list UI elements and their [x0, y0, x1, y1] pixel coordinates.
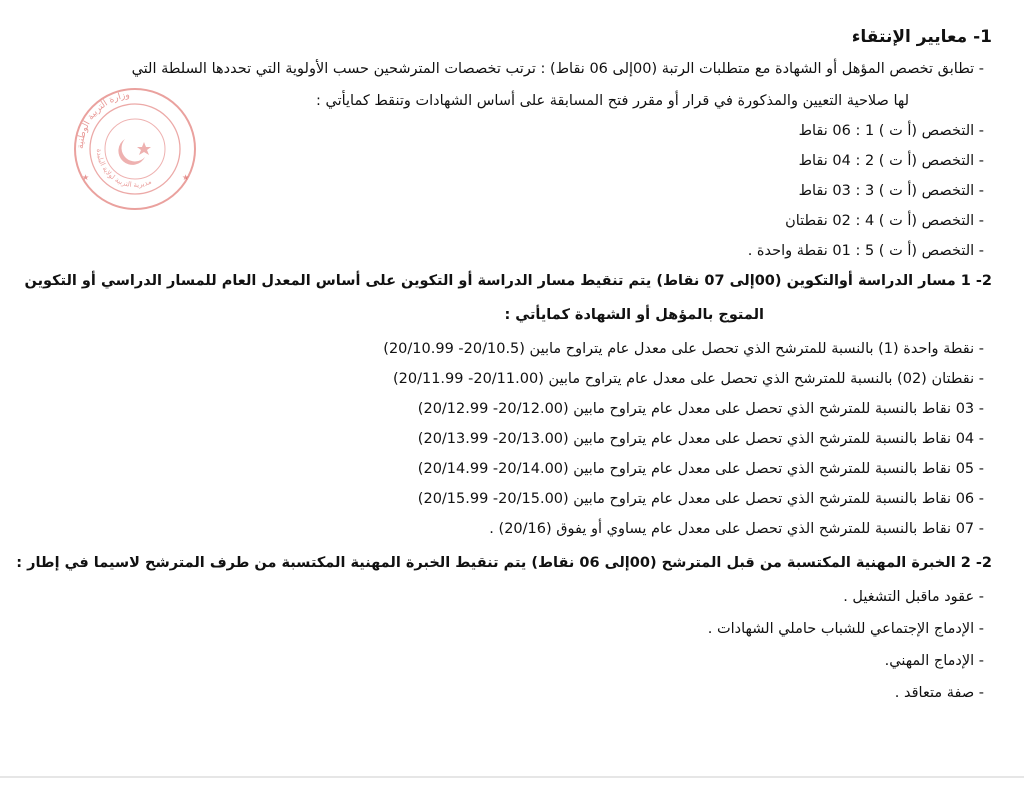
svg-text:مديرية التربية لولاية البليدة [95, 149, 153, 189]
page-bottom-rule [0, 776, 1024, 778]
section2-heading-line1: 2- 1 مسار الدراسة أوالتكوين (00إلى 07 نقاط) يتم تنقيط مسار الدراسة أو التكوين على أساس المعدل العام للمسار الدراسي أو التكوين [24, 273, 992, 289]
specialty-item: - التخصص (أ ت ) 3 : 03 نقاط [798, 183, 984, 199]
svg-text:★: ★ [182, 173, 190, 182]
grade-item: - نقطتان (02) بالنسبة للمترشح الذي تحصل على معدل عام يتراوح مابين (20/11.00- 20/11.99) [392, 371, 984, 387]
grade-item: - نقطة واحدة (1) بالنسبة للمترشح الذي تحصل على معدل عام يتراوح مابين (20/10.5- 20/10.99) [383, 341, 984, 357]
specialty-item: - التخصص (أ ت ) 4 : 02 نقطتان [785, 213, 984, 229]
section1-intro-line2: لها صلاحية التعيين والمذكورة في قرار أو مقرر فتح المسابقة على أساس الشهادات وتنقط كمايأتي : [315, 93, 909, 109]
grade-item: - 04 نقاط بالنسبة للمترشح الذي تحصل على معدل عام يتراوح مابين (20/13.00- 20/13.99) [417, 431, 984, 447]
section2-heading-line2: المتوج بالمؤهل أو الشهادة كمايأتي : [504, 307, 764, 323]
grade-item: - 05 نقاط بالنسبة للمترشح الذي تحصل على معدل عام يتراوح مابين (20/14.00- 20/14.99) [417, 461, 984, 477]
experience-item: - الإدماج المهني. [884, 653, 984, 669]
stamp-outer-text: وزارة التربية الوطنية [75, 90, 131, 150]
specialty-item: - التخصص (أ ت ) 1 : 06 نقاط [798, 123, 984, 139]
official-stamp [70, 84, 200, 214]
stamp-inner-text: مديرية التربية لولاية البليدة [94, 148, 153, 190]
section3-heading: 2- 2 الخبرة المهنية المكتسبة من قبل المترشح (00إلى 06 نقاط) يتم تنقيط الخبرة المهنية المكتسبة من طرف المترشح لاسيما في إطار : [16, 555, 992, 571]
experience-item: - صفة متعاقد . [894, 685, 984, 701]
grade-item: - 07 نقاط بالنسبة للمترشح الذي تحصل على معدل عام يساوي أو يفوق (20/16) . [489, 521, 984, 537]
specialty-item: - التخصص (أ ت ) 5 : 01 نقطة واحدة . [747, 243, 984, 259]
specialty-item: - التخصص (أ ت ) 2 : 04 نقاط [798, 153, 984, 169]
section1-intro-line1: - تطابق تخصص المؤهل أو الشهادة مع متطلبات الرتبة (00إلى 06 نقاط) : ترتب تخصصات المترشحين حسب الأولوية التي تحددها السلطة التي [131, 61, 984, 77]
svg-text:★: ★ [82, 173, 90, 182]
experience-item: - الإدماج الإجتماعي للشباب حاملي الشهادات . [707, 621, 984, 637]
experience-item: - عقود ماقبل التشغيل . [843, 589, 984, 605]
grade-item: - 06 نقاط بالنسبة للمترشح الذي تحصل على معدل عام يتراوح مابين (20/15.00- 20/15.99) [417, 491, 984, 507]
section-title: 1- معايير الإنتقاء [851, 27, 992, 47]
grade-item: - 03 نقاط بالنسبة للمترشح الذي تحصل على معدل عام يتراوح مابين (20/12.00- 20/12.99) [417, 401, 984, 417]
